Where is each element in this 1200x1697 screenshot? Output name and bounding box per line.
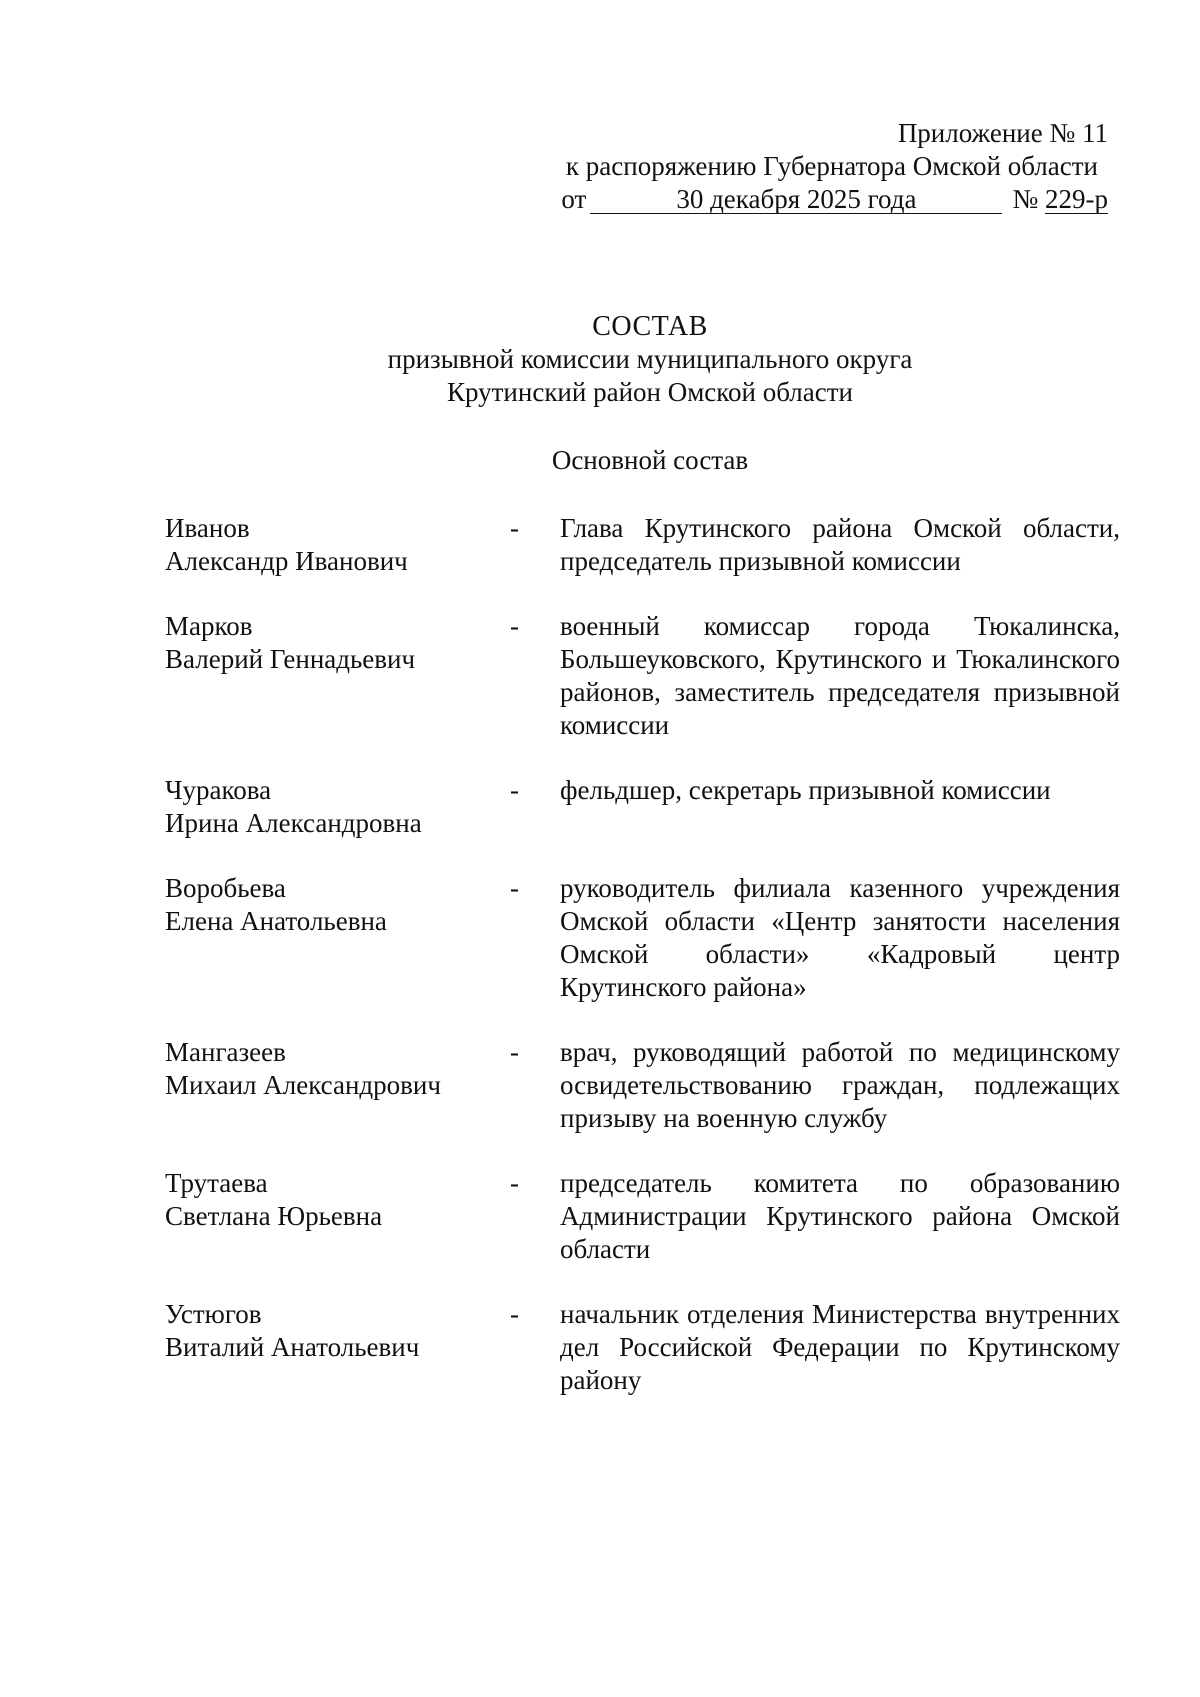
member-surname: Марков	[165, 611, 253, 641]
member-dash: -	[510, 775, 519, 805]
member-row	[165, 1036, 1120, 1135]
from-label: от	[561, 184, 587, 214]
title-line-2: призывной комиссии муниципального округа	[387, 344, 913, 374]
member-row	[165, 872, 1120, 1004]
member-row	[165, 1167, 1120, 1266]
order-date: 30 декабря 2025 года	[590, 185, 1002, 214]
member-role: врач, руководящий работой по медицинскому освидетельствованию граждан, подлежащих призыву на военную службу	[560, 1037, 1120, 1133]
member-name	[165, 512, 510, 578]
member-name	[165, 1167, 510, 1233]
member-surname: Воробьева	[165, 873, 286, 903]
member-given-names: Ирина Александровна	[165, 808, 422, 838]
member-given-names: Светлана Юрьевна	[165, 1201, 383, 1231]
member-role: руководитель филиала казенного учреждения Омской области «Центр занятости населения Омской области» «Кадровый центр Крутинского района»	[560, 873, 1120, 1002]
member-dash: -	[510, 513, 519, 543]
member-row	[165, 512, 1120, 578]
member-role: фельдшер, секретарь призывной комиссии	[560, 775, 1051, 805]
order-date-number	[488, 183, 1108, 216]
member-name	[165, 1298, 510, 1364]
member-given-names: Валерий Геннадьевич	[165, 644, 416, 674]
member-role: Глава Крутинского района Омской области, председатель призывной комиссии	[560, 513, 1120, 576]
member-row	[165, 774, 1120, 840]
member-surname: Мангазеев	[165, 1037, 286, 1067]
order-reference: к распоряжению Губернатора Омской области	[565, 151, 1098, 181]
member-name	[165, 1036, 510, 1102]
member-dash: -	[510, 873, 519, 903]
member-given-names: Александр Иванович	[165, 546, 408, 576]
appendix-number: Приложение № 11	[897, 118, 1108, 148]
members-list	[165, 512, 1120, 1397]
member-given-names: Елена Анатольевна	[165, 906, 387, 936]
member-given-names: Михаил Александрович	[165, 1070, 441, 1100]
member-surname: Устюгов	[165, 1299, 262, 1329]
member-name	[165, 610, 510, 676]
member-dash: -	[510, 1037, 519, 1067]
member-role: начальник отделения Министерства внутренних дел Российской Федерации по Крутинскому району	[560, 1299, 1120, 1395]
number-prefix: №	[1012, 184, 1039, 214]
appendix-header	[488, 117, 1108, 216]
member-row	[165, 610, 1120, 742]
order-number: 229-р	[1045, 184, 1108, 214]
member-row	[165, 1298, 1120, 1397]
title-line-3: Крутинский район Омской области	[446, 377, 853, 407]
member-dash: -	[510, 1168, 519, 1198]
title-main: СОСТАВ	[592, 311, 708, 342]
member-dash: -	[510, 1299, 519, 1329]
member-name	[165, 774, 510, 840]
member-surname: Чуракова	[165, 775, 272, 805]
member-role: военный комиссар города Тюкалинска, Большеуковского, Крутинского и Тюкалинского районов, заместитель председателя призывной комиссии	[560, 611, 1120, 740]
member-dash: -	[510, 611, 519, 641]
document-title	[0, 310, 1200, 409]
member-given-names: Виталий Анатольевич	[165, 1332, 420, 1362]
member-surname: Трутаева	[165, 1168, 268, 1198]
member-role: председатель комитета по образованию Администрации Крутинского района Омской области	[560, 1168, 1120, 1264]
member-surname: Иванов	[165, 513, 250, 543]
member-name	[165, 872, 510, 938]
section-heading: Основной состав	[551, 445, 749, 475]
